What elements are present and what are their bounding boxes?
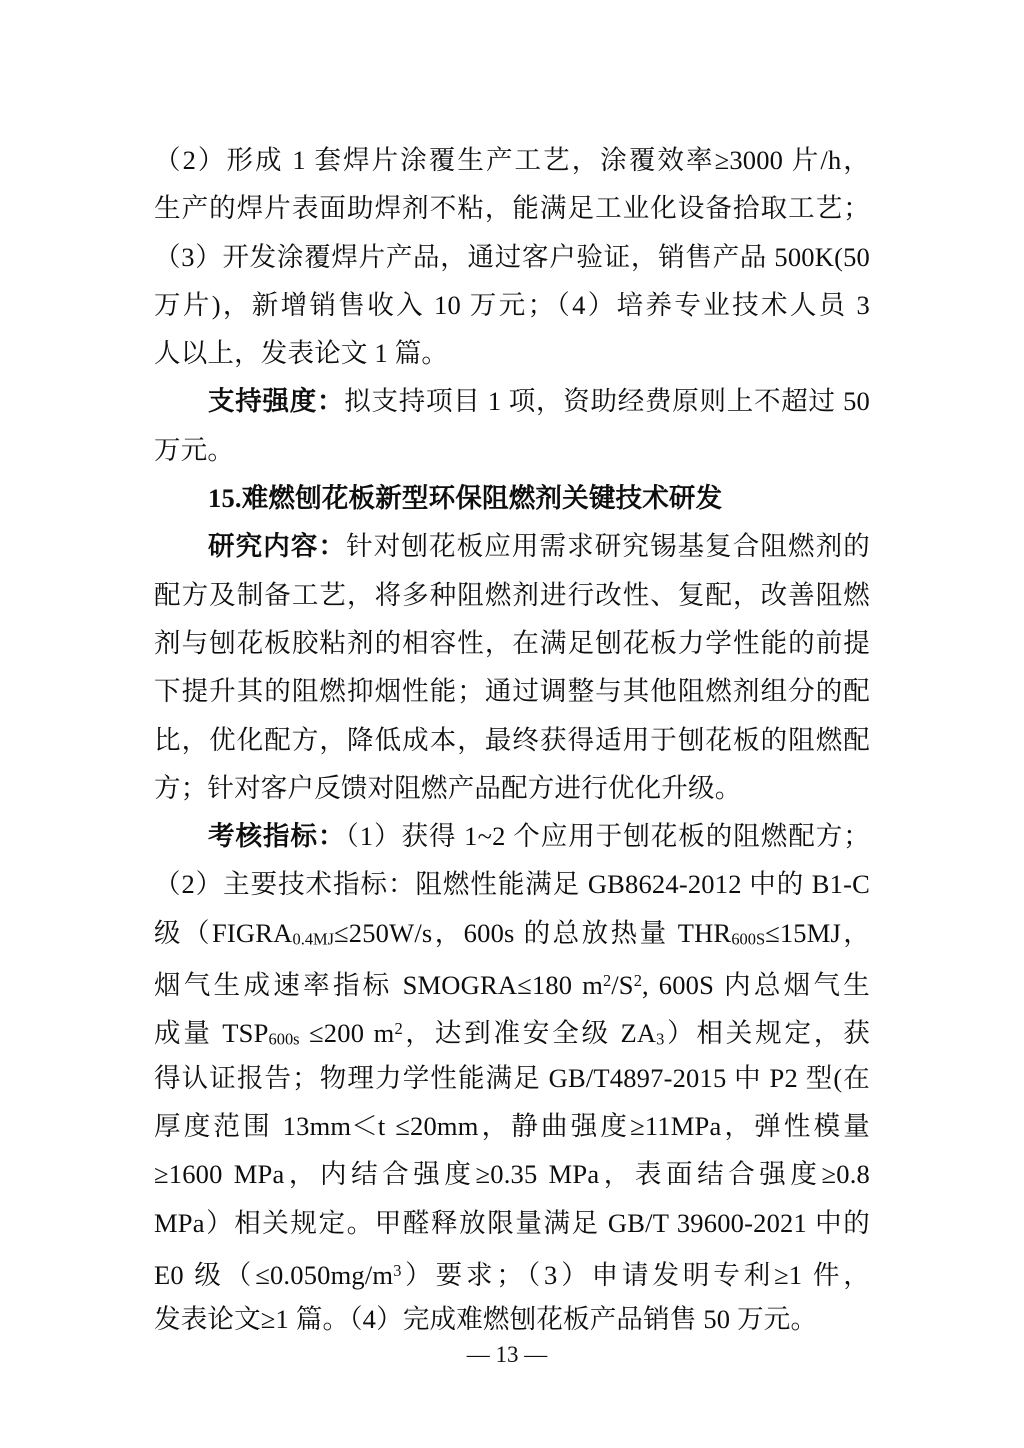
text-line bbox=[154, 957, 870, 1005]
text-segment: 配方及制备工艺，将多种阻燃剂进行改性、复配，改善阻燃 bbox=[154, 579, 870, 610]
text-segment: 拟支持项目 1 项，资助经费原则上不超过 50 bbox=[344, 386, 871, 417]
superscript-text: 2 bbox=[394, 1019, 403, 1039]
text-segment: 万元。 bbox=[154, 434, 235, 465]
text-line bbox=[154, 1247, 870, 1295]
subscript-text: 600s bbox=[268, 1029, 300, 1049]
text-segment: 成量 TSP bbox=[154, 1018, 269, 1049]
text-segment: 比，优化配方，降低成本，最终获得适用于刨花板的阻燃配 bbox=[154, 724, 870, 755]
text-line bbox=[154, 1150, 870, 1198]
text-line bbox=[154, 909, 870, 957]
text-segment: 针对刨花板应用需求研究锡基复合阻燃剂的 bbox=[346, 531, 870, 562]
superscript-text: 2 bbox=[603, 971, 612, 991]
text-line bbox=[154, 716, 870, 764]
text-segment: MPa）相关规定。甲醛释放限量满足 GB/T 39600-2021 中的 bbox=[154, 1207, 870, 1238]
text-segment: 级（FIGRA bbox=[154, 917, 293, 948]
superscript-text: 2 bbox=[633, 971, 642, 991]
text-line bbox=[154, 281, 870, 329]
subscript-text: 0.4MJ bbox=[292, 929, 335, 949]
text-line bbox=[154, 860, 870, 908]
text-segment: 得认证报告；物理力学性能满足 GB/T4897-2015 中 P2 型(在 bbox=[154, 1062, 870, 1093]
bold-label: 15.难燃刨花板新型环保阻燃剂关键技术研发 bbox=[208, 483, 723, 514]
text-segment: 万片)，新增销售收入 10 万元；（4）培养专业技术人员 3 bbox=[154, 289, 870, 320]
bold-label: 研究内容： bbox=[208, 531, 347, 562]
text-segment: ≤15MJ， bbox=[765, 917, 870, 948]
text-segment: ）要求；（3）申请发明专利≥1 件， bbox=[401, 1259, 870, 1290]
text-line bbox=[154, 426, 870, 474]
document-lines bbox=[154, 136, 870, 1343]
text-segment: （2）形成 1 套焊片涂覆生产工艺，涂覆效率≥3000 片/h， bbox=[154, 145, 870, 175]
text-segment: ，达到准安全级 ZA bbox=[402, 1018, 657, 1049]
text-segment: （2）主要技术指标：阻燃性能满足 GB8624-2012 中的 B1-C bbox=[154, 869, 870, 900]
text-line bbox=[154, 571, 870, 619]
text-segment: 人以上，发表论文 1 篇。 bbox=[154, 338, 449, 369]
text-segment: 生产的焊片表面助焊剂不粘，能满足工业化设备拾取工艺； bbox=[154, 193, 870, 224]
text-segment: ≥1600 MPa，内结合强度≥0.35 MPa，表面结合强度≥0.8 bbox=[154, 1159, 870, 1190]
text-segment: , 600S 内总烟气生 bbox=[641, 969, 870, 1000]
text-segment: 剂与刨花板胶粘剂的相容性，在满足刨花板力学性能的前提 bbox=[154, 627, 870, 658]
text-line bbox=[154, 474, 870, 522]
subscript-text: 600S bbox=[731, 929, 766, 949]
bold-label: 考核指标： bbox=[208, 821, 346, 852]
text-line bbox=[154, 667, 870, 715]
text-line bbox=[154, 764, 870, 812]
text-line bbox=[154, 1102, 870, 1150]
text-line bbox=[154, 1199, 870, 1247]
text-segment: 烟气生成速率指标 SMOGRA≤180 m bbox=[154, 969, 604, 1000]
bold-label: 支持强度： bbox=[208, 386, 345, 417]
text-line bbox=[154, 619, 870, 667]
text-line bbox=[154, 1054, 870, 1102]
text-line bbox=[154, 812, 870, 860]
text-line bbox=[154, 136, 870, 184]
text-segment: /S bbox=[611, 969, 634, 1000]
text-line bbox=[154, 184, 870, 232]
text-line bbox=[154, 1005, 870, 1053]
superscript-text: 3 bbox=[393, 1260, 402, 1280]
text-segment: 发表论文≥1 篇。（4）完成难燃刨花板产品销售 50 万元。 bbox=[154, 1304, 818, 1335]
text-segment: E0 级（≤0.050mg/m bbox=[154, 1259, 394, 1290]
text-line bbox=[154, 329, 870, 377]
text-line bbox=[154, 233, 870, 281]
page-number: — 13 — bbox=[466, 1342, 548, 1367]
text-segment: （1）获得 1~2 个应用于刨花板的阻燃配方； bbox=[345, 821, 871, 852]
text-segment: 下提升其的阻燃抑烟性能；通过调整与其他阻燃剂组分的配 bbox=[154, 676, 870, 707]
text-line bbox=[154, 522, 870, 570]
text-segment: 厚度范围 13mm＜t ≤20mm，静曲强度≥11MPa，弹性模量 bbox=[154, 1110, 870, 1141]
text-segment: ≤250W/s，600s 的总放热量 THR bbox=[334, 917, 732, 948]
text-line bbox=[154, 377, 870, 425]
text-segment: 方；针对客户反馈对阻燃产品配方进行优化升级。 bbox=[154, 772, 742, 803]
text-segment: ≤200 m bbox=[299, 1018, 395, 1049]
text-segment: ）相关规定，获 bbox=[664, 1018, 870, 1049]
text-segment: （3）开发涂覆焊片产品，通过客户验证，销售产品 500K(50 bbox=[154, 241, 870, 272]
subscript-text: 3 bbox=[656, 1029, 665, 1049]
